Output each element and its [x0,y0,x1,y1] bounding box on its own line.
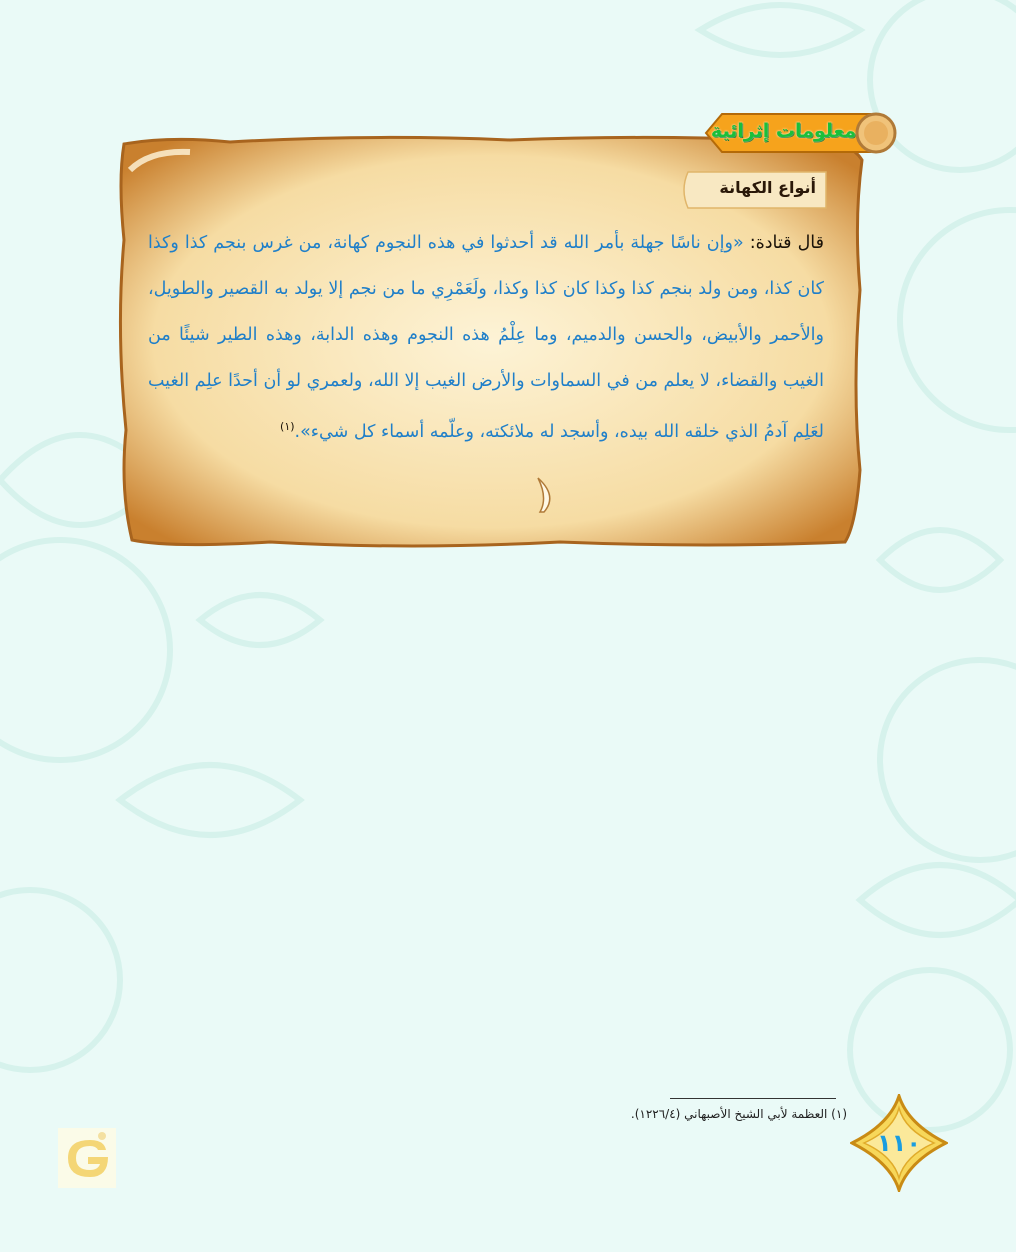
footnote-reference: (١) [280,420,295,433]
section-title: أنواع الكهانة [719,178,816,197]
quote-speaker: قال قتادة: [749,233,825,253]
quote-text: «وإن ناسًا جهلة بأمر الله قد أحدثوا في هذه النجوم كهانة، من غرس بنجم كذا وكذا كان كذا، ومن ولد بنجم كذا وكذا كان كذا وكذا، ولَعَمْرِي ما من نجم إلا يولد به القصير والطويل، والأحمر والأبيض، والحسن والدميم، وما عِلْمُ هذه النجوم وهذه الدابة، وهذه الطير شيئًا من الغيب والقضاء، لا يعلم من في السماوات والأرض الغيب إلا الله، ولعمري لو أن أحدًا علِم الغيب لعَلِم آدمُ الذي خلقه الله بيده، وأسجد له ملائكته، وعلّمه أسماء كل شيء». [148,233,824,442]
footnote-divider [670,1098,836,1099]
page-number-badge [850,1094,948,1192]
page-number: ١١٠ [877,1129,921,1157]
banner-label: معلومات إثرائية [710,120,856,142]
section-title-tab [680,170,830,210]
quote-body [148,220,824,455]
enrichment-banner [700,112,900,154]
publisher-logo-icon [58,1128,116,1188]
footnote: (١) العظمة لأبي الشيخ الأصبهاني (١٢٢٦/٤). [630,1107,847,1121]
